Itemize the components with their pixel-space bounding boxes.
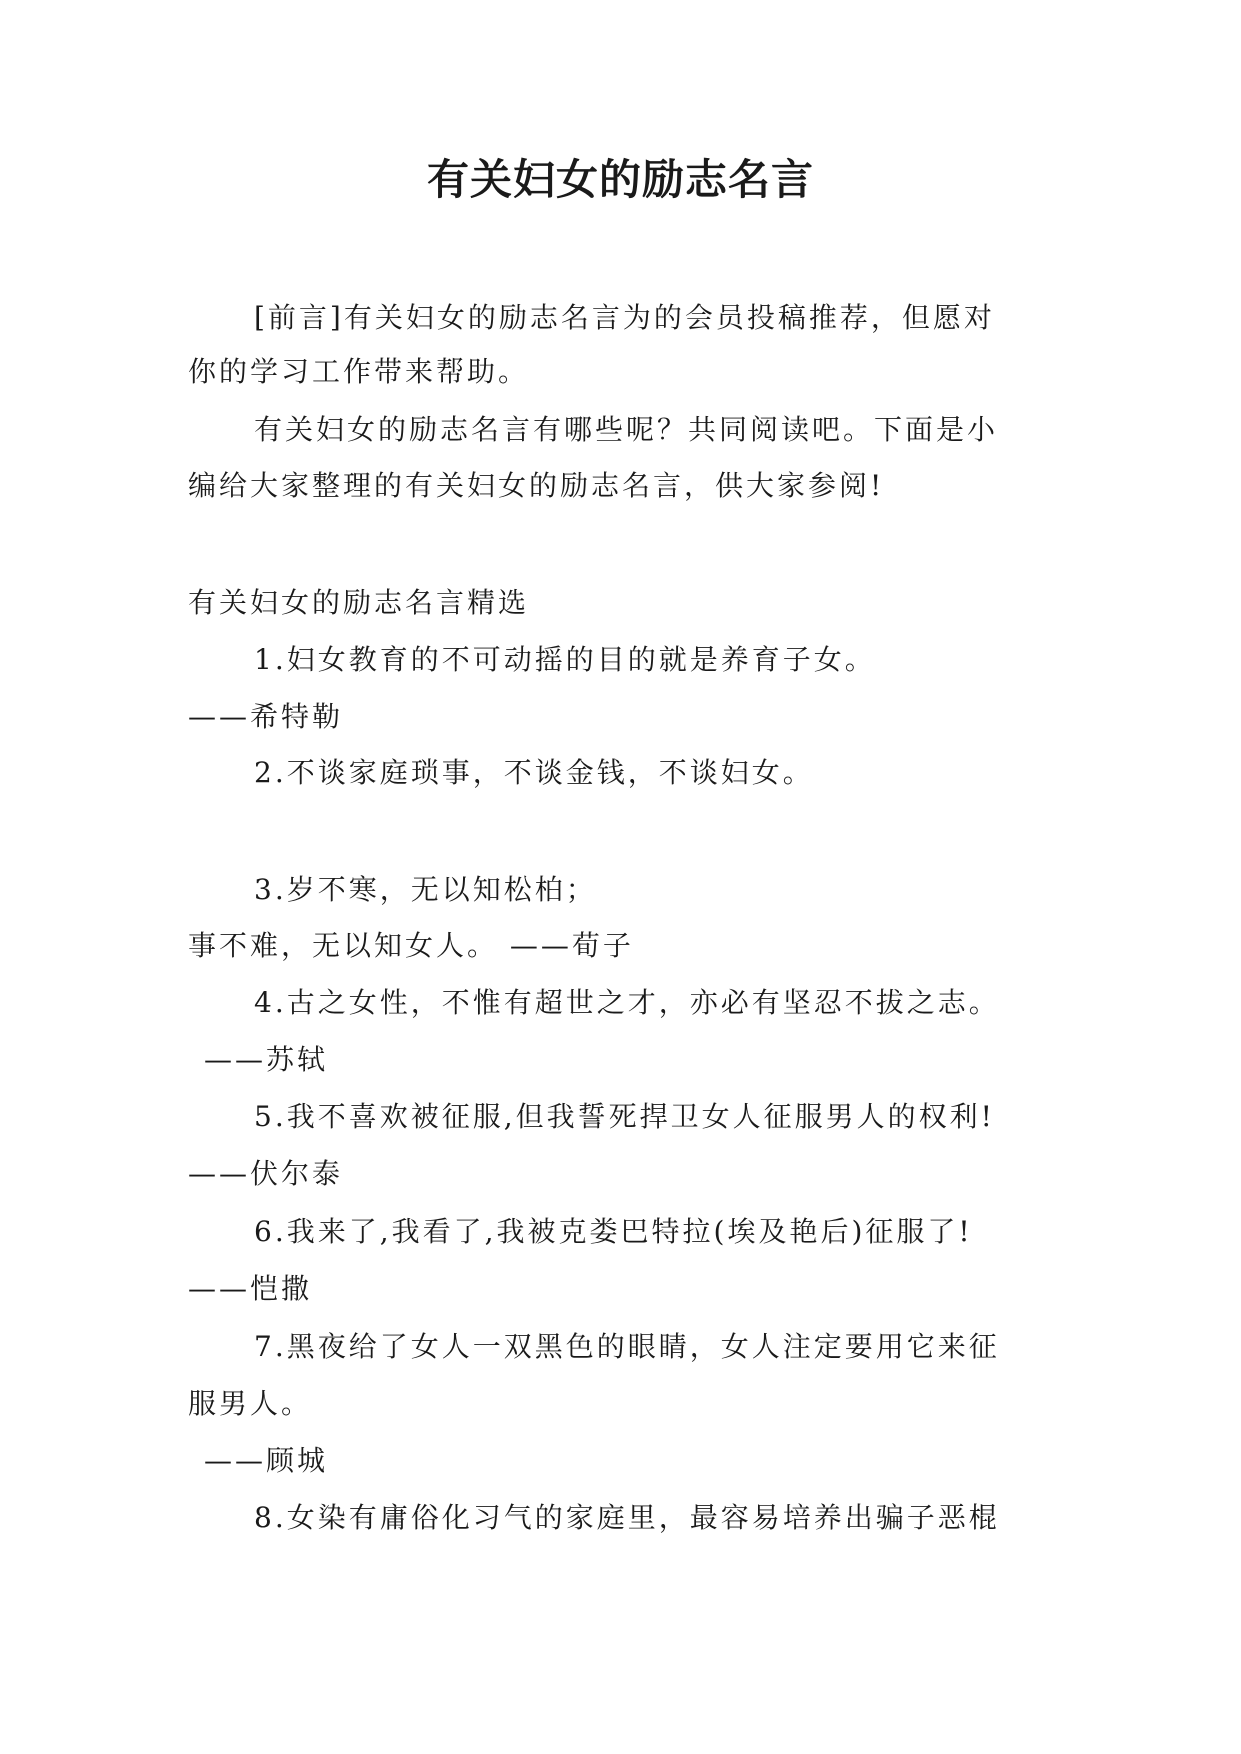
quote-1-author: ——希特勒 bbox=[188, 700, 344, 733]
quote-6: 6.我来了,我看了,我被克娄巴特拉(埃及艳后)征服了! bbox=[254, 1215, 973, 1248]
quote-6-author: ——恺撒 bbox=[188, 1272, 313, 1305]
preface-line-1: [前言]有关妇女的励志名言为的会员投稿推荐，但愿对 bbox=[254, 301, 995, 334]
quote-4-author: ——苏轼 bbox=[204, 1043, 329, 1076]
quote-8: 8.女染有庸俗化习气的家庭里，最容易培养出骗子恶棍 bbox=[254, 1501, 1000, 1534]
quote-5-author: ——伏尔泰 bbox=[188, 1157, 344, 1190]
quote-4: 4.古之女性，不惟有超世之才，亦必有坚忍不拔之志。 bbox=[254, 986, 1000, 1019]
quote-2: 2.不谈家庭琐事，不谈金钱，不谈妇女。 bbox=[254, 756, 814, 789]
quote-7-author: ——顾城 bbox=[204, 1444, 329, 1477]
quote-3-line-2: 事不难，无以知女人。 ——荀子 bbox=[188, 929, 634, 962]
quote-3-line-1: 3.岁不寒，无以知松柏； bbox=[254, 873, 597, 906]
section-heading: 有关妇女的励志名言精选 bbox=[188, 586, 530, 619]
quote-7-line-1: 7.黑夜给了女人一双黑色的眼睛，女人注定要用它来征 bbox=[254, 1330, 1000, 1363]
intro-line-2: 编给大家整理的有关妇女的励志名言，供大家参阅! bbox=[188, 469, 885, 502]
preface-line-2: 你的学习工作带来帮助。 bbox=[188, 355, 530, 388]
document-title: 有关妇女的励志名言 bbox=[426, 155, 814, 204]
quote-1: 1.妇女教育的不可动摇的目的就是养育子女。 bbox=[254, 643, 876, 676]
quote-7-line-2: 服男人。 bbox=[188, 1387, 313, 1420]
intro-line-1: 有关妇女的励志名言有哪些呢？共同阅读吧。下面是小 bbox=[254, 413, 999, 446]
quote-5: 5.我不喜欢被征服,但我誓死捍卫女人征服男人的权利! bbox=[254, 1100, 995, 1133]
